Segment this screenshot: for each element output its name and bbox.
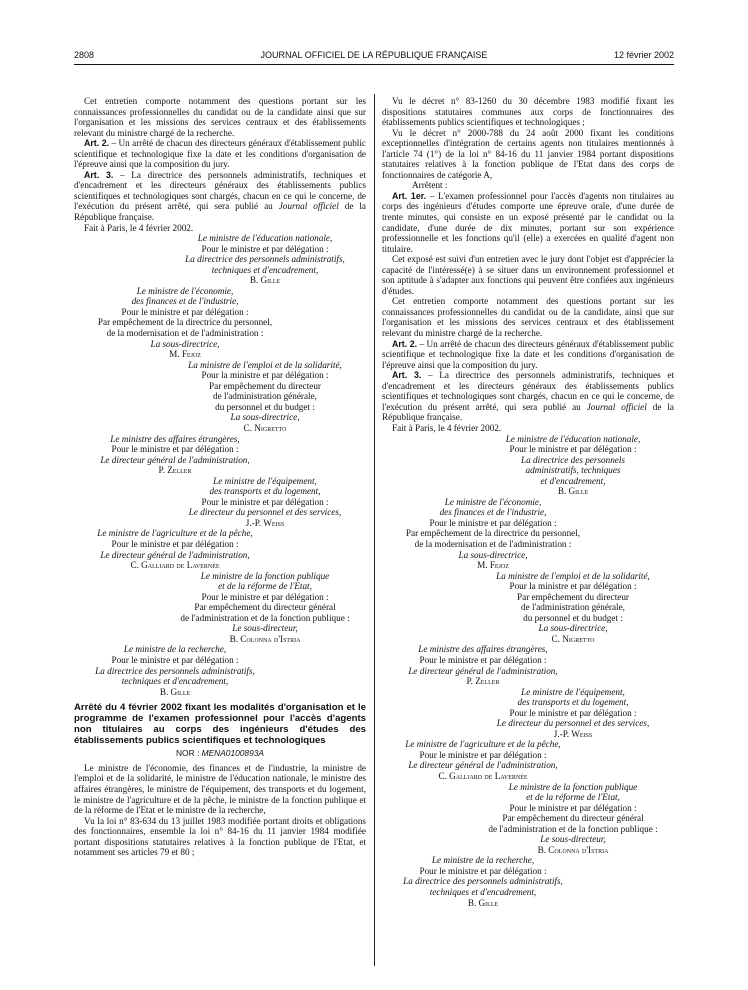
signature-line: La sous-directrice, [458,549,528,560]
paragraph-vu-decret-2000: Vu le décret n° 2000-788 du 24 août 2000 fixant les conditions exceptionnelles d'intégration de certains agents non titulaires mentionnés à l'article 74 (1°) de la loi n° 84-16 du 11 janvier 1984 portant dispositions statutaires relatives à la fonction publique de l'Etat dans des corps de fonctionnaires de catégorie A, [382,127,674,180]
paragraph-ministers: Le ministre de l'économie, des finances et de l'industrie, la ministre de l'emploi et de la solidarité, le ministre de l'éducation nationale, le ministre des affaires étrangères, le ministre de l'équipement, des transports et du logement, le ministre de l'agriculture et de la pêche, le ministre de la fonction publique et de la réforme de l'Etat et le ministre de la recherche, [74,762,366,816]
signature-line: techniques et d'encadrement, [121,676,229,687]
signature-line: Le ministre de l'économie, [444,496,542,507]
signature-block [382,855,674,908]
signature-line: Le ministre des affaires étrangères, [110,433,240,444]
signature-line: C. Nigretto [243,422,287,433]
article-3 [74,170,366,223]
paragraph-vu-decret-1983: Vu le décret n° 83-1260 du 30 décembre 1983 modifié fixant les dispositions statutaires communes aux corps de fonctionnaires des établissements publics scientifiques et technologiques ; [382,96,674,128]
signature-line: du personnel et du budget : [523,612,623,623]
signature-line: Pour le ministre et par délégation : [419,865,547,876]
signature-line: Par empêchement du directeur général [194,602,336,613]
signature-line: Le ministre de la recherche, [123,644,227,655]
nor-code: MENA0100893A [201,748,264,759]
signature-line: Le sous-directeur, [540,834,606,845]
signature-block [74,286,366,360]
signature-line: Par empêchement du directeur [209,380,321,391]
text-run: – La directrice des personnels administratifs, techniques et d'encadrement et les directeurs généraux des établissements publics scientifiques et technologiques sont chargés, chacun en ce qui le concerne, de l'exécution du présent arrêté, qui sera publié au [74,169,366,212]
signature-block [382,571,674,645]
signature-line: et d'encadrement, [540,475,606,486]
signature-line: Le ministre de l'équipement, [521,686,625,697]
signature-line: Par empêchement de la directrice du personnel, [405,528,581,539]
text-run: de la République française. [382,401,674,423]
signature-block [382,434,674,497]
article-3 [382,370,674,423]
signature-block [74,476,366,529]
paragraph-intro: Cet entretien comporte notamment des questions portant sur les connaissances professionnelles du candidat ou de la candidate ainsi que sur l'organisation et les missions des services centraux et des établissements relevant du ministre chargé de la recherche. [74,96,366,138]
fait-a-paris: Fait à Paris, le 4 février 2002. [392,422,502,433]
signature-line: J.-P. Weiss [245,517,285,528]
signature-line: Pour la ministre et par délégation : [509,581,637,592]
signature-line: Pour le ministre et par délégation : [509,802,637,813]
signature-line: La sous-directrice, [230,412,300,423]
signature-line: Par empêchement du directeur général [502,813,644,824]
signature-line: P. Zeller [158,465,192,476]
signature-block [382,687,674,740]
signature-block [74,528,366,570]
signature-line: M. Fejoz [477,560,509,571]
text-run: – Un arrêté de chacun des directeurs généraux d'établissement public scientifique et technologique fixe la date et les conditions d'organisation de l'épreuve ainsi que la composition du jury. [74,138,366,170]
signature-line: Le directeur du personnel et des services, [496,718,650,729]
signature-line: techniques et d'encadrement, [429,887,537,898]
signature-line: Le ministre de la fonction publique [200,570,330,581]
signature-line: Le ministre de la fonction publique [508,781,638,792]
text-run: Journal officiel [586,401,647,412]
signature-line: Pour le ministre et par délégation : [201,243,329,254]
signature-line: C. Galliard de Lavernée [130,560,220,571]
signature-line: des finances et de l'industrie, [131,296,239,307]
page-number: 2808 [74,50,95,60]
journal-title: JOURNAL OFFICIEL DE LA RÉPUBLIQUE FRANÇAISE [260,50,488,60]
header-rule [74,64,674,65]
signature-line: La directrice des personnels [520,454,626,465]
signature-line: La directrice des personnels administratifs, [95,665,255,676]
signature-line: Pour le ministre et par délégation : [111,538,239,549]
signature-line: B. Gille [557,486,589,497]
signature-line: Pour le ministre et par délégation : [509,707,637,718]
right-column [382,96,674,908]
signature-line: Par empêchement du directeur [517,591,629,602]
signature-line: B. Gille [467,897,499,908]
signature-line: des transports et du logement, [209,486,321,497]
signature-line: de la modernisation et de l'administration : [106,328,264,339]
signature-block [74,233,366,286]
signature-line: du personnel et du budget : [215,401,315,412]
nor-reference [74,748,366,759]
signature-block [382,739,674,781]
signature-line: et de la réforme de l'Etat, [526,792,620,803]
signature-line: Par empêchement de la directrice du personnel, [97,317,273,328]
signature-block [74,434,366,476]
signature-line: Le ministre de l'éducation nationale, [197,233,333,244]
signature-line: des transports et du logement, [517,697,629,708]
paragraph-expose: Cet exposé est suivi d'un entretien avec le jury dont l'objet est d'apprécier la capacité de l'intéressé(e) à se situer dans un environnement professionnel et son aptitude à s'adapter aux fonctions qui peuvent être confiées aux ingénieurs d'études. [382,254,674,296]
signature-line: B. Colonna d'Istria [537,844,609,855]
issue-date: 12 février 2002 [613,50,674,60]
signature-line: Le directeur général de l'administration, [100,549,250,560]
signature-line: Le directeur du personnel et des services, [188,507,342,518]
signature-line: Pour le ministre et par délégation : [419,654,547,665]
signature-line: de l'administration générale, [213,391,317,402]
signature-line: techniques et d'encadrement, [211,264,319,275]
article-label: Art. 1er. [392,190,427,201]
signature-block [74,571,366,645]
text-run: – Un arrêté de chacun des directeurs généraux d'établissement public scientifique et technologique fixe la date et les conditions d'organisation de l'épreuve ainsi que la composition du jury. [382,338,674,370]
article-label: Art. 3. [84,169,114,180]
signature-line: P. Zeller [466,676,500,687]
signature-block [382,497,674,571]
signature-line: Le ministre de l'équipement, [213,475,317,486]
signature-line: Pour le ministre et par délégation : [419,749,547,760]
signature-block [74,644,366,697]
text-run: NOR : [176,748,202,759]
signature-line: Pour le ministre et par délégation : [121,306,249,317]
signature-line: Pour le ministre et par délégation : [111,654,239,665]
signature-line: Pour la ministre et par délégation : [201,370,329,381]
text-run: de la République française. [74,201,366,223]
signature-line: B. Colonna d'Istria [229,633,301,644]
signature-line: Le sous-directeur, [232,623,298,634]
signature-line: La sous-directrice, [538,623,608,634]
text-run: Journal officiel [278,201,339,212]
signature-line: de l'administration générale, [521,602,625,613]
signature-line: B. Gille [159,686,191,697]
signature-block [382,644,674,686]
paragraph-entretien: Cet entretien comporte notamment des questions portant sur les connaissances professionnelles du candidat ou de la candidate, ainsi que sur l'organisation et les missions des services centraux et des établissement relevant du ministre chargé de la recherche. [382,296,674,339]
article-2 [74,138,366,170]
signature-line: des finances et de l'industrie, [439,507,547,518]
signature-line: Le ministre de l'économie, [136,285,234,296]
signature-block [74,360,366,434]
signature-line: B. Gille [249,275,281,286]
signature-line: Le directeur général de l'administration, [408,665,558,676]
signature-line: administratifs, techniques [525,465,621,476]
signature-line: C. Galliard de Lavernée [438,771,528,781]
signature-line: C. Nigretto [551,633,595,644]
article-1 [382,191,674,254]
signature-line: J.-P. Weiss [553,728,593,739]
signature-line: Le ministre de l'agriculture et de la pêche, [405,739,561,750]
signature-line: Pour le ministre et par délégation : [429,517,557,528]
signature-line: M. Fejoz [169,349,201,360]
decree-title: Arrêté du 4 février 2002 fixant les modalités d'organisation et le programme de l'examen professionnel pour l'accès d'agents non titulaires au corps des ingénieurs d'études des établissements publics scientifiques et technologiques [74,702,366,746]
signature-line: de la modernisation et de l'administration : [414,538,572,549]
article-2 [382,339,674,371]
signature-line: Le directeur général de l'administration, [100,454,250,465]
signature-line: Pour le ministre et par délégation : [201,496,329,507]
text-run: – L'examen professionnel pour l'accès d'agents non titulaires au corps des ingénieurs d'études comporte une épreuve orale, d'une durée de trente minutes, qui consiste en un exposé présenté par le candidat ou la candidate, d'une durée de dix minutes, portant sur son expérience professionnelle et les fonctions qu'il (elle) a exercées en qualité d'agent non titulaire. [382,190,675,254]
signature-line: La directrice des personnels administratifs, [403,876,563,887]
signature-line: Pour le ministre et par délégation : [509,444,637,455]
signature-line: Pour le ministre et par délégation : [201,591,329,602]
text-run: – La directrice des personnels administratifs, techniques et d'encadrement et les directeurs généraux des établissements publics scientifiques et technologiques sont chargés, chacun en ce qui le concerne, de l'exécution du présent arrêté, qui sera publié au [382,370,674,412]
column-divider [374,94,375,966]
signature-line: Le ministre de l'éducation nationale, [505,433,641,444]
signature-line: La sous-directrice, [150,338,220,349]
signature-line: et de la réforme de l'Etat, [218,581,312,592]
arretent: Arrêtent : [412,180,448,191]
page-header [74,50,674,64]
signature-line: Pour le ministre et par délégation : [111,444,239,455]
paragraph-vu-loi: Vu la loi n° 83-634 du 13 juillet 1983 modifiée portant droits et obligations des fonctionnaires, ensemble la loi n° 84-16 du 11 janvier 1984 modifiée portant dispositions statutaires relatives à la fonction publique de l'Etat, et notamment ses articles 79 et 80 ; [74,815,366,858]
signature-line: Le ministre des affaires étrangères, [418,644,548,655]
signature-line: Le ministre de la recherche, [431,855,535,866]
signature-block [382,782,674,856]
article-label: Art. 2. [392,338,418,349]
signature-line: Le directeur général de l'administration, [408,760,558,771]
article-label: Art. 2. [84,138,110,149]
signature-line: de l'administration et de la fonction publique : [488,823,658,834]
signature-line: La ministre de l'emploi et de la solidarité, [496,570,650,581]
left-column [74,96,366,858]
signature-line: La directrice des personnels administratifs, [185,254,345,265]
article-label: Art. 3. [392,370,422,381]
signature-line: La ministre de l'emploi et de la solidarité, [188,359,342,370]
signature-line: Le ministre de l'agriculture et de la pêche, [97,528,253,539]
fait-a-paris: Fait à Paris, le 4 février 2002. [84,222,194,233]
signature-line: de l'administration et de la fonction publique : [180,612,350,623]
